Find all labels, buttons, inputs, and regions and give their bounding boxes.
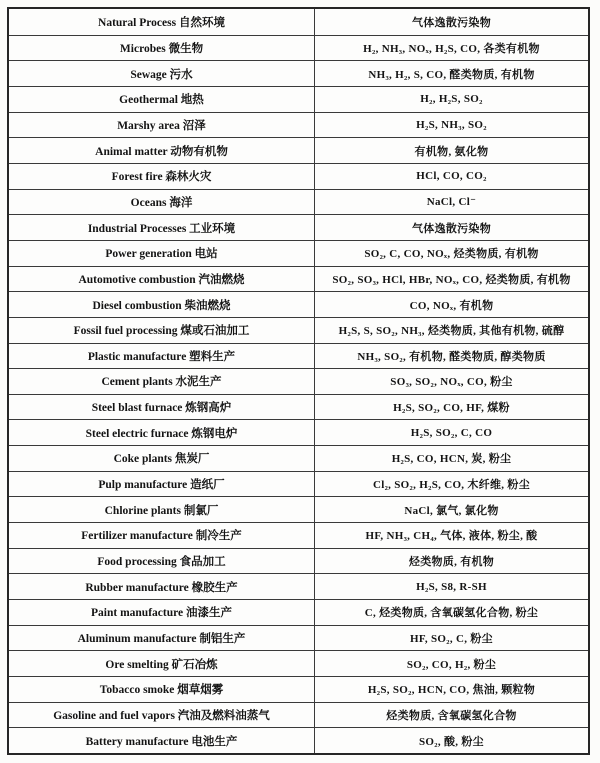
source-cell: Sewage 污水: [9, 61, 315, 86]
source-cell: Automotive combustion 汽油燃烧: [9, 267, 315, 292]
table-row: [9, 676, 588, 702]
table-row: [9, 727, 588, 753]
table-row: [9, 240, 588, 266]
table-row: [9, 368, 588, 394]
section-column-title: 气体逸散污染物: [411, 222, 492, 235]
source-cell: Geothermal 地热: [9, 87, 315, 112]
source-cell: Steel blast furnace 炼钢高炉: [9, 395, 315, 420]
pollutants-cell: CO, NOₓ, 有机物: [409, 299, 494, 312]
section-column-title: 气体逸散污染物: [411, 16, 492, 29]
pollutants-cell: NaCl, 氯气, 氯化物: [404, 504, 499, 517]
pollutants-cell: SO₂, 酸, 粉尘: [419, 735, 484, 748]
pollutants-cell: H₂, H₂S, SO₂: [420, 93, 483, 106]
table-row: [9, 445, 588, 471]
pollutants-cell: HF, SO₂, C, 粉尘: [410, 633, 493, 646]
table-row: [9, 291, 588, 317]
pollutants-cell: H₂S, CO, HCN, 炭, 粉尘: [391, 453, 512, 466]
pollutants-cell: H₂S, NH₃, SO₂: [416, 118, 487, 131]
table-row: [9, 86, 588, 112]
section-title: Natural Process 自然环境: [9, 9, 315, 35]
source-cell: Coke plants 焦炭厂: [9, 446, 315, 471]
source-cell: Tobacco smoke 烟草烟雾: [9, 677, 315, 702]
source-cell: Battery manufacture 电池生产: [9, 728, 315, 753]
table-row: [9, 112, 588, 138]
pollutants-cell: HCl, CO, CO₂: [416, 170, 487, 183]
table-row: [9, 522, 588, 548]
pollutants-cell: HF, NH₃, CH₄, 气体, 液体, 粉尘, 酸: [365, 530, 538, 543]
source-cell: Fertilizer manufacture 制冷生产: [9, 523, 315, 548]
pollutants-cell: H₂, NH₃, NOₓ, H₂S, CO, 各类有机物: [363, 42, 540, 55]
source-cell: Microbes 微生物: [9, 36, 315, 61]
pollutants-cell: H₂S, SO₂, CO, HF, 煤粉: [393, 402, 510, 415]
pollutants-cell: 烃类物质, 含氧碳氢化合物: [386, 710, 517, 723]
table-row: [9, 650, 588, 676]
source-cell: Power generation 电站: [9, 241, 315, 266]
source-cell: Plastic manufacture 塑料生产: [9, 344, 315, 369]
pollutants-cell: 有机物, 氨化物: [414, 145, 489, 158]
table-row: [9, 496, 588, 522]
pollutants-cell: NH₃, H₂, S, CO, 醛类物质, 有机物: [368, 68, 535, 81]
section-header-row-industrial: [9, 214, 588, 240]
source-cell: Animal matter 动物有机物: [9, 138, 315, 163]
table-row: [9, 343, 588, 369]
source-cell: Pulp manufacture 造纸厂: [9, 472, 315, 497]
pollutants-cell: 烃类物质, 有机物: [408, 556, 495, 569]
pollutant-sources-table: [7, 7, 590, 755]
source-cell: Food processing 食品加工: [9, 549, 315, 574]
source-cell: Oceans 海洋: [9, 190, 315, 215]
pollutants-cell: Cl₂, SO₂, H₂S, CO, 木纤维, 粉尘: [372, 479, 531, 492]
source-cell: Rubber manufacture 橡胶生产: [9, 574, 315, 599]
pollutants-cell: NaCl, Cl⁻: [426, 196, 477, 209]
pollutants-cell: H₂S, S8, R-SH: [416, 580, 487, 593]
source-cell: Aluminum manufacture 制铝生产: [9, 626, 315, 651]
source-cell: Chlorine plants 制氯厂: [9, 497, 315, 522]
table-row: [9, 317, 588, 343]
source-cell: Forest fire 森林火灾: [9, 164, 315, 189]
source-cell: Marshy area 沼泽: [9, 113, 315, 138]
table-row: [9, 625, 588, 651]
table-row: [9, 163, 588, 189]
table-row: [9, 60, 588, 86]
pollutants-cell: SO₂, CO, H₂, 粉尘: [406, 658, 497, 671]
table-row: [9, 548, 588, 574]
table-row: [9, 189, 588, 215]
pollutants-cell: H₂S, SO₂, C, CO: [410, 426, 493, 439]
source-cell: Ore smelting 矿石冶炼: [9, 651, 315, 676]
table-row: [9, 471, 588, 497]
source-cell: Paint manufacture 油漆生产: [9, 600, 315, 625]
pollutants-cell: NH₃, SO₂, 有机物, 醛类物质, 醇类物质: [357, 350, 546, 363]
pollutants-cell: SO₂, SO₃, HCl, HBr, NOₓ, CO, 烃类物质, 有机物: [332, 273, 571, 286]
table-row: [9, 394, 588, 420]
table-row: [9, 573, 588, 599]
source-cell: Fossil fuel processing 煤或石油加工: [9, 318, 315, 343]
source-cell: Cement plants 水泥生产: [9, 369, 315, 394]
pollutants-cell: H₂S, SO₂, HCN, CO, 焦油, 颗粒物: [367, 684, 536, 697]
pollutants-cell: SO₂, C, CO, NOₓ, 烃类物质, 有机物: [364, 248, 539, 261]
source-cell: Gasoline and fuel vapors 汽油及燃料油蒸气: [9, 703, 315, 728]
source-cell: Diesel combustion 柴油燃烧: [9, 292, 315, 317]
table-row: [9, 137, 588, 163]
section-header-row-natural: [9, 9, 588, 35]
table-row: [9, 35, 588, 61]
table-row: [9, 266, 588, 292]
pollutants-cell: SO₃, SO₂, NOₓ, CO, 粉尘: [390, 376, 513, 389]
section-title: Industrial Processes 工业环境: [9, 215, 315, 240]
table-row: [9, 599, 588, 625]
table-row: [9, 419, 588, 445]
source-cell: Steel electric furnace 炼钢电炉: [9, 420, 315, 445]
pollutants-cell: H₂S, S, SO₂, NH₃, 烃类物质, 其他有机物, 硫醇: [338, 325, 565, 338]
pollutants-cell: C, 烃类物质, 含氧碳氢化合物, 粉尘: [364, 607, 539, 620]
table-row: [9, 702, 588, 728]
